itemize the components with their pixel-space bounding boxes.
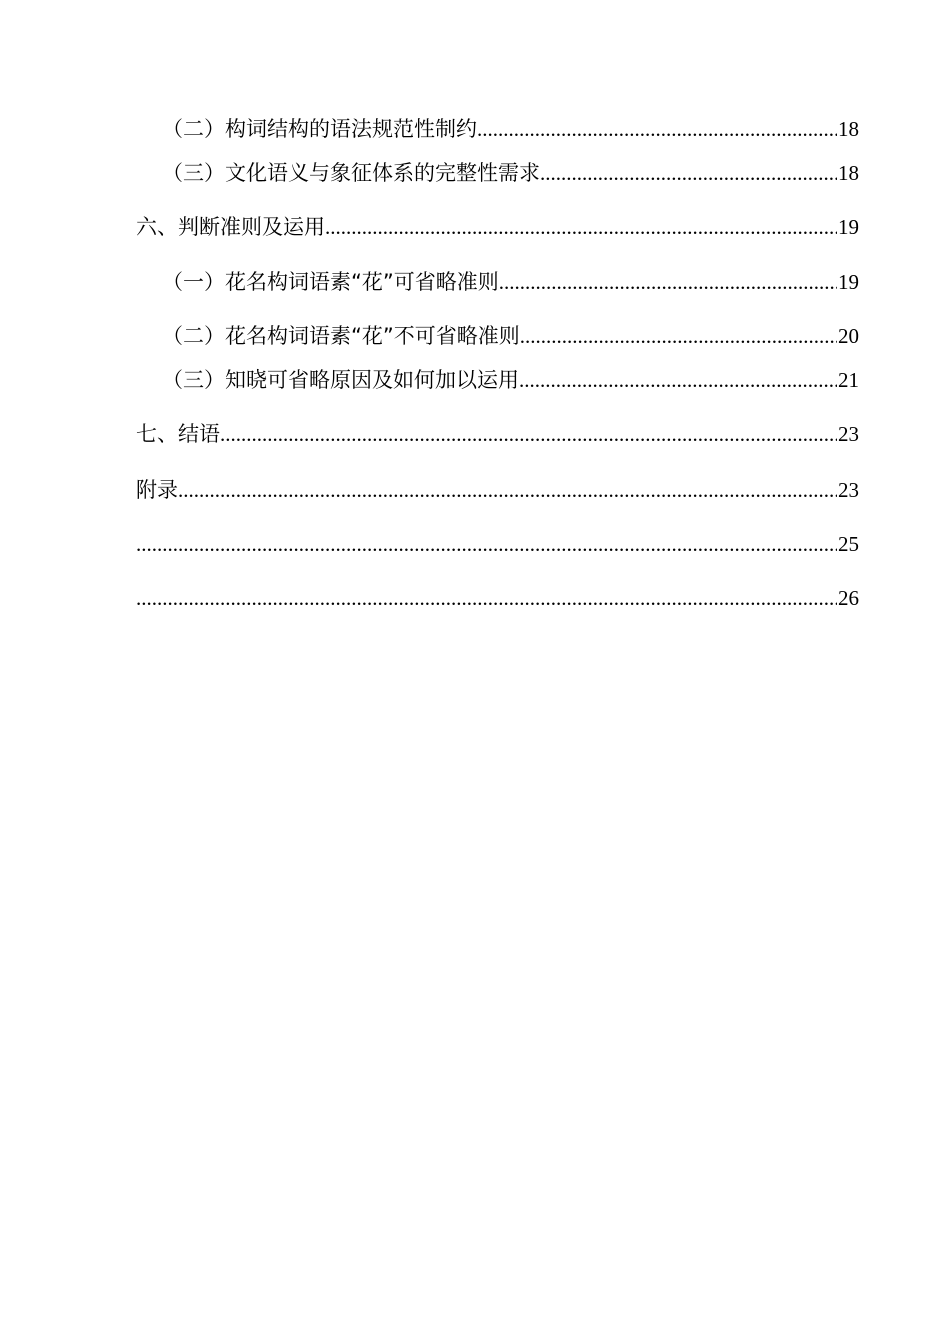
toc-dot-leader [136,583,837,613]
toc-entry-title: （一）花名构词语素“花”可省略准则 [162,270,499,294]
toc-entry[interactable] [136,475,859,505]
toc-entry[interactable] [162,267,859,297]
toc-page-number: 18 [838,161,859,185]
toc-entry-title: （三）文化语义与象征体系的完整性需求 [162,161,540,185]
toc-entry-title: 六、判断准则及运用 [136,215,325,239]
toc-dot-leader [136,529,837,559]
toc-entry-title: 七、结语 [136,422,220,446]
toc-entry-title: （二）花名构词语素“花”不可省略准则 [162,324,520,348]
toc-entry[interactable] [136,212,859,242]
toc-entry[interactable] [136,419,859,449]
toc-page-number: 21 [838,368,859,392]
toc-entry[interactable] [162,114,859,144]
toc-entry[interactable] [162,321,859,351]
toc-dot-leader [178,475,837,505]
toc-page-number: 18 [838,117,859,141]
toc-page-number: 26 [838,586,859,610]
toc-page-number: 20 [838,324,859,348]
toc-dot-leader [499,267,837,297]
toc-page-number: 19 [838,270,859,294]
toc-page-number: 23 [838,422,859,446]
toc-entry[interactable] [136,583,859,613]
toc-page-number: 23 [838,478,859,502]
toc-entry-title: （三）知晓可省略原因及如何加以运用 [162,368,519,392]
toc-dot-leader [325,212,837,242]
toc-dot-leader [477,114,837,144]
toc-dot-leader [520,321,837,351]
toc-page-number: 19 [838,215,859,239]
toc-entry-title: 附录 [136,478,178,502]
toc-entry[interactable] [162,365,859,395]
toc-page-number: 25 [838,532,859,556]
toc-dot-leader [540,158,837,188]
toc-entry-title: （二）构词结构的语法规范性制约 [162,117,477,141]
toc-entry[interactable] [162,158,859,188]
toc-dot-leader [220,419,837,449]
toc-dot-leader [519,365,837,395]
toc-entry[interactable] [136,529,859,559]
